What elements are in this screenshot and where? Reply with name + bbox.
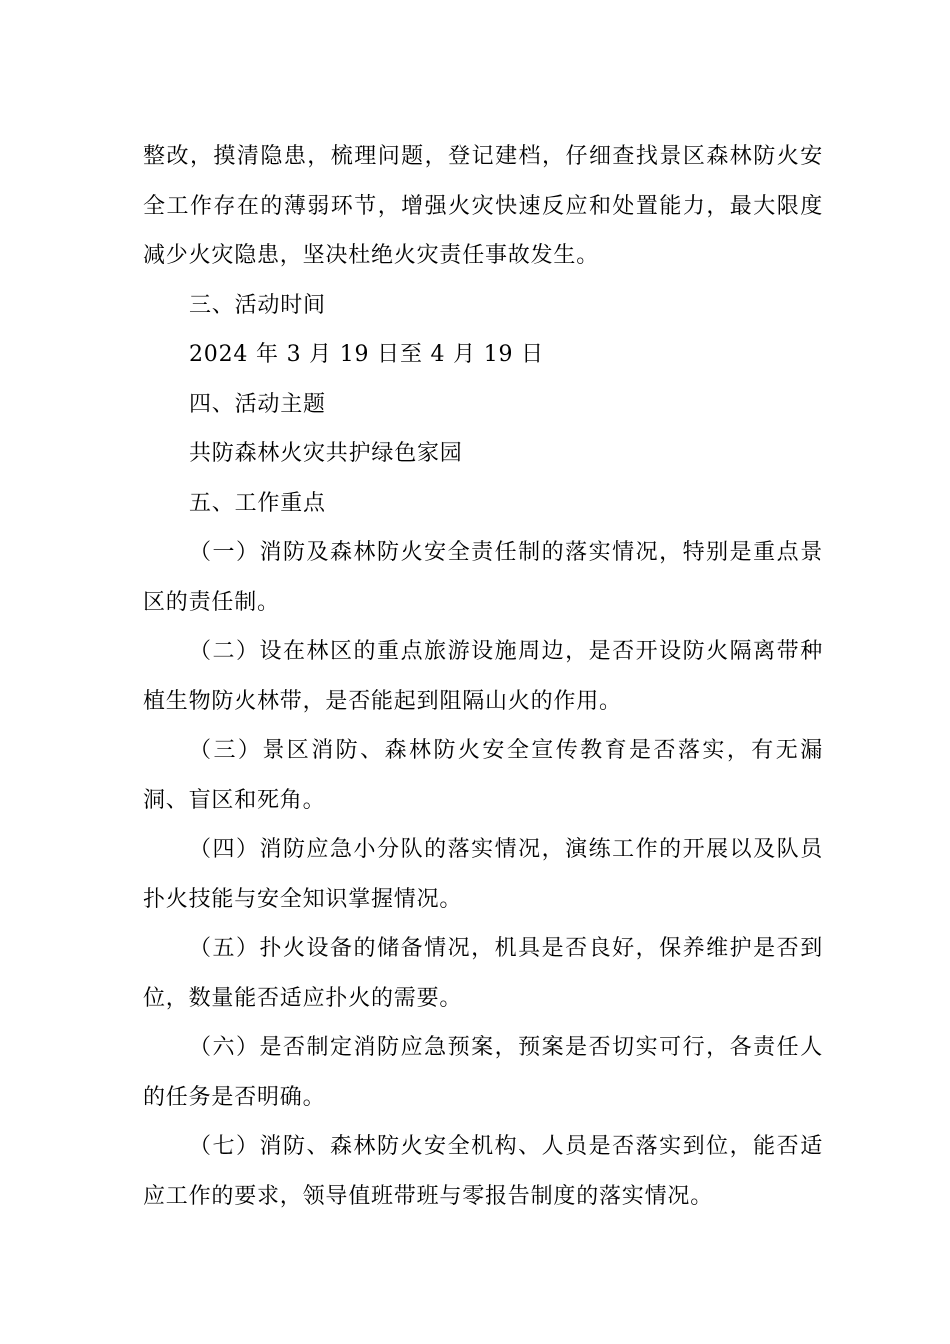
list-item-4: （四）消防应急小分队的落实情况，演练工作的开展以及队员扑火技能与安全知识掌握情况。	[143, 837, 823, 912]
list-item-3: （三）景区消防、森林防火安全宣传教育是否落实，有无漏洞、盲区和死角。	[143, 738, 823, 813]
list-item-1: （一）消防及森林防火安全责任制的落实情况，特别是重点景区的责任制。	[143, 540, 823, 615]
paragraph-activity-theme: 共防森林火灾共护绿色家园	[189, 441, 463, 466]
paragraph-activity-dates: 2024 年 3 月 19 日至 4 月 19 日	[189, 342, 544, 367]
heading-work-focus: 五、工作重点	[189, 490, 326, 516]
list-item-2: （二）设在林区的重点旅游设施周边，是否开设防火隔离带种植生物防火林带，是否能起到阻隔山火的作用。	[143, 639, 823, 714]
heading-activity-time: 三、活动时间	[189, 292, 326, 318]
list-item-5: （五）扑火设备的储备情况，机具是否良好，保养维护是否到位，数量能否适应扑火的需要。	[143, 936, 823, 1011]
document-body	[143, 132, 823, 1221]
list-item-6: （六）是否制定消防应急预案，预案是否切实可行，各责任人的任务是否明确。	[143, 1035, 823, 1110]
paragraph-rectification: 整改，摸清隐患，梳理问题，登记建档，仔细查找景区森林防火安全工作存在的薄弱环节，增强火灾快速反应和处置能力，最大限度减少火灾隐患，坚决杜绝火灾责任事故发生。	[143, 144, 823, 268]
list-item-7: （七）消防、森林防火安全机构、人员是否落实到位，能否适应工作的要求，领导值班带班与零报告制度的落实情况。	[143, 1134, 823, 1209]
heading-activity-theme: 四、活动主题	[189, 391, 326, 417]
